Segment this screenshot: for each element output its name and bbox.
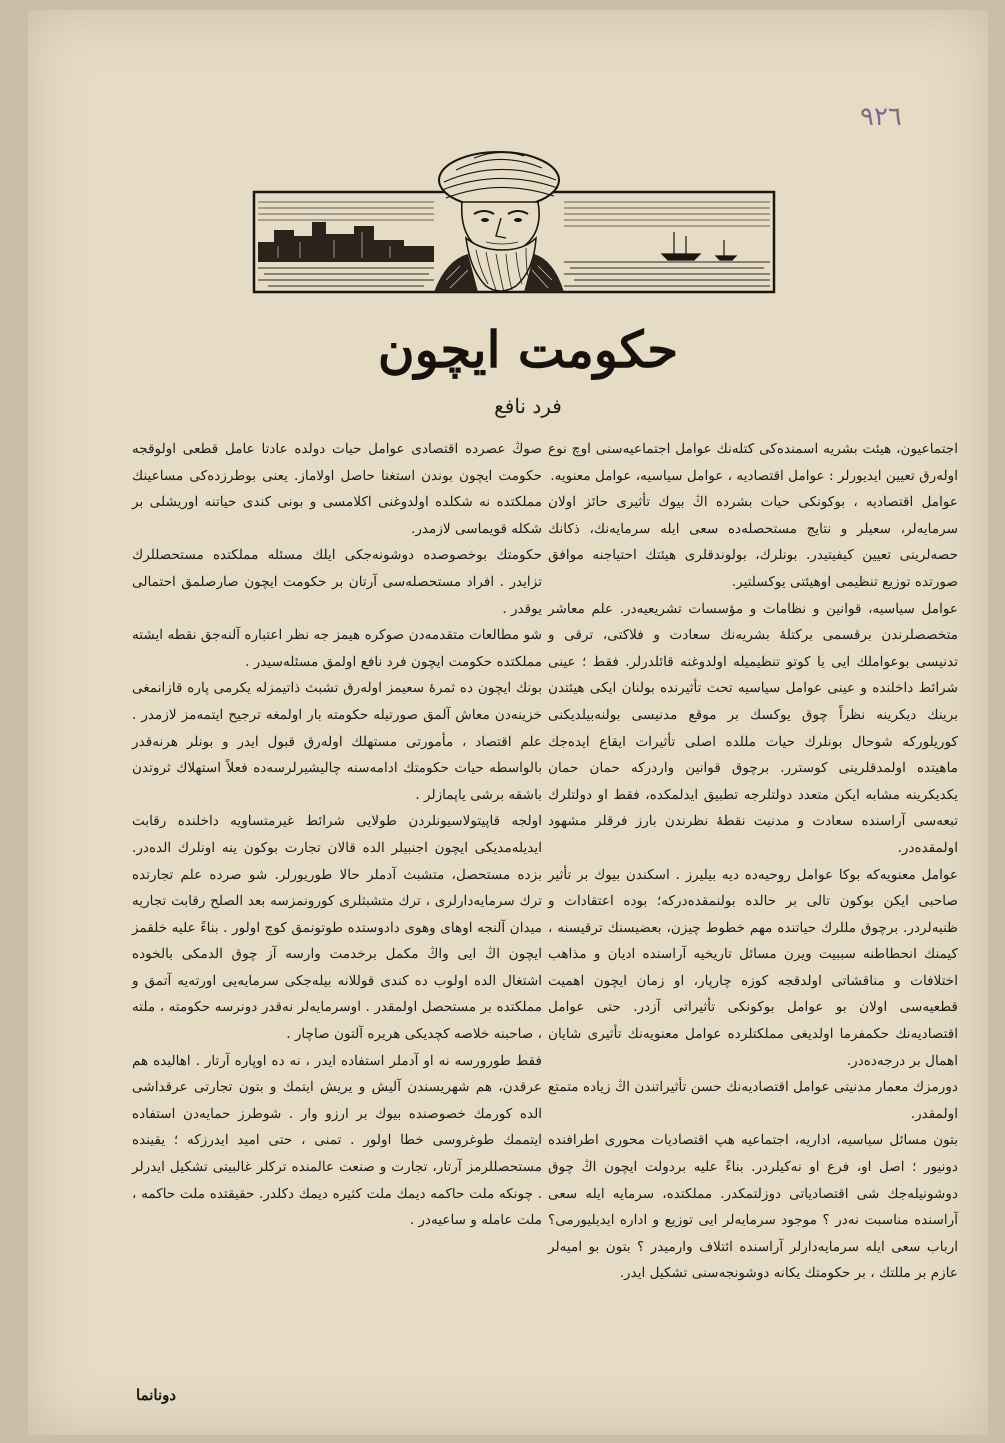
paragraph: عوامل معنويه‌كه بوكا عوامل روحيه‌ده ديه بيليرز . اسكندن بيوك بر تأثير صاحبى ايكن بوكون تالى بر حالده بولنمقده‌دركه؛ بوده اعتقادات و ظنيه‌لردر. برچوق مللرك حياتنده مهم خطوط چيزن، بعضيسنك ترقيسنه ، كيمنك انحطاطنه سببيت ويرن مسائل تاريخيه آراسنده اديان و مذاهب اختلافات و مناقشاتى اولدقجه‌ كوزه چارپار، او زمان ايچون اهميت قطعيه‌سى اولان بو عوامل بوكونكى تأثيراتى آزدر. حتى عوامل اقتصاديه‌نك حكمفرما اولديغى مملكتلرده عوامل معنويه‌نك تأثيرى شايان اهمال بر درجه‌ده‌در.	[548, 866, 958, 1069]
paragraph: عوامل اقتصاديه ، بوكونكى حيات بشرده اڭ بيوك تأثيرى حائز اولان سرمايه‌لر، سعيلر و نتايج مستحصله‌ده سعى ايله سرمايه‌نك، ذكانك حصه‌لرينى تعيين كيفيتيدر. بونلرك، بولوندقلرى هيئتك احتياجنه موافق صورتده توزيع تنظيمى اوهيئتى يوكسلتير.	[548, 494, 958, 590]
paragraph: فقط طورورسه نه او آدملر استفاده ايدر ، نه ده اوپاره آرتار . اهاليده هم عرقدن، هم شهريسندن آليش و يريش ايتمك و بتون تجارتى عرقداشى الده كورمك خصوصنده بيوك بر ارزو وار . شوطرز حمايه‌دن استفاده ايتممك طوغروسى خطا اولور . تمنى ، حتى اميد ايدرزكه ؛ يقينده مستحصللرمز آرتار، تجارت و صنعت عالمنده تركلر غالبيتى تشكيل ايدرلر . چونكه ملت حاكمه ديمك ملت كثيره ديمك دكلدر. حقيقتده ملت حاكمه ، ملت عامله و ساعيه‌در .	[132, 1052, 542, 1229]
paragraph: دورمزك معمار مدنيتى عوامل اقتصاديه‌نك حسن تأثيراتندن اڭ زياده متمتع اولمقدر.	[548, 1079, 958, 1122]
paragraph: بتون مسائل سياسيه، اداريه، اجتماعيه هپ اقتصاديات محورى اطرافنده دونيور ؛ اصل او، فرع او نه‌كيلردر. بناءً عليه بردولت ايچون اڭ چوق دوشونيله‌جك شى اقتصادياتى دوزلتمكدر. مملكتده، سرمايه ايله سعى آراسنده مناسبت نه‌در ؟ موجود سرمايه‌لر ايى توزيع و اداره ايديليورمى؟ ارباب سعى ايله سرمايه‌دارلر آراسنده ائتلاف وارمیدر ؟ بتون بو اميه‌لر عازم بر مللتك ، بر حكومتك يكانه دوشونجه‌سنى تشكيل ايدر.	[548, 1132, 958, 1282]
header-illustration	[234, 150, 794, 298]
article-title: حكومت ايچون	[377, 320, 679, 379]
article-author: فرد نافع	[494, 394, 562, 418]
paragraph: اجتماعيون، هيئت بشريه اسمنده‌كى كتله‌نك عوامل اجتماعيه‌سنى اوچ نوع اوله‌رق تعيين ايديورلر : عوامل اقتصاديه ، عوامل سياسيه، عوامل معنويه.	[548, 441, 958, 484]
paragraph: صوڭ عصرده اقتصادى عوامل حيات دولده عادتا عامل قطعى اولوقجه حكومت ايچون بوندن استغنا حاصل اولاماز. يعنى بوطرزده‌كى مساعينك مملكتده نه شكلده اولدوغنى اكلامسى و بونى كندى حياتنه اوريشلى بر شكله قويماسى لازمدر.	[132, 441, 542, 537]
page-number: ٩٢٦	[860, 102, 902, 132]
paragraph: عوامل سياسيه، قوانين و نظامات و مؤسسات تشريعيه‌در. علم معاشر متخصصلرندن برقسمى بركتله‌ٔ بشريه‌نك سعادت و فلاكتى، ترقى و تدنيسى بوعواملك ايى يا كوتو تنظيميله اولدوغنه قائلدرلر. فقط ؛ عينى شرائط داخلنده و عينى عوامل سياسيه تحت تأثيرنده بولنان ايكى هيئتدن برينك ديكرينه نظراً چوق يوكسك بر موقع مدنيسى بولنه‌بيلديكنى كوريلوركه شوحال بونلرك حيات مللده اصلى تأثيرات ايقاع ايده‌جك ماهيتده اولمدقلرينى كوسترر. برچوق قوانين واردركه حمان حمان يكديكرينه مشابه ايكن متعدد دولتلرجه تطبيق ايدلمكده، فقط او دولتلرك تبعه‌سى آراسنده سعادت و مدنيت نقطهٔ نظرندن بارز فرقلر مشهود اولمقده‌در.	[548, 600, 958, 856]
paragraph: بونك ايچون ده ثمرهٔ سعيمز اوله‌رق تشبث ذاتيمزله يكرمى پاره قازانمغى خزينه‌دن معاش آلمق صورتيله حكومته بار اولمغه ترجيح ايتمه‌مز لازمدر . علم اقتصاد ، مأمورتى مستهلك اوله‌رق قبول ايدر و بونلر هرنه‌قدر بالواسطه حيات حكومتك ادامه‌سنه چاليشيرلرسه‌ده فعلاً استهلاك ثروتدن باشقه برشى ياپمازلر .	[132, 680, 542, 803]
text-column-right	[548, 436, 958, 1287]
paragraph: شو مطالعات متقدمه‌دن صوكره هيمز جه نظر اعتباره آلنه‌جق نقطه ايشته مملكتده حكومت ايچون فرد نافع اولمق مسئله‌سيدر .	[132, 627, 542, 670]
paragraph: اولجه قاپيتولاسيونلردن طولايى شرائط غيرمتساويه داخلنده رقابت ايديله‌مديكى ايچون اجنبيلر الده قالان تجارت بوكون ينه اونلرك الده‌در. بزده مستحصل، متشبث آدملر حالا طوريورلر. شو صرده علم تجارتده ترك سرمايه‌دارلرى ، ترك متشبثلرى كورونمزسه بعد الصلح رقابت تجاريه ميدان آلنجه اوهاى وهوى دادوستده طوتونمق كوچ اولور . بناءً عليه خلقمز ايچون اڭ ايى واڭ مكمل برخدمت وارسه آز چوق الدمكى بالخوده اشتغال الده اولوب ده كندى قوللانه بيله‌جكى سرمايه‌يى اورته‌يه آتمق و مملكتده بر مستحصل اولمقدر . اوسرمايه‌لر نه‌قدر دونرسه حكومته ، ملته ، صاحبنه خلاصه كچديكى هريره آلتون صاچار .	[132, 813, 542, 1043]
paragraph: حكومتك بوخصوصده دوشونه‌جكى ايلك مسئله مملكتده مستحصللرك تزايدر . افراد مستحصله‌سى آرتان بر حكومت ايچون صارصلمق احتمالى يوقدر .	[132, 547, 542, 617]
magazine-page	[28, 10, 988, 1435]
text-column-left	[132, 436, 542, 1234]
portrait-old-man-turban-icon	[254, 152, 774, 292]
publication-signature: دونانما	[136, 1386, 177, 1404]
